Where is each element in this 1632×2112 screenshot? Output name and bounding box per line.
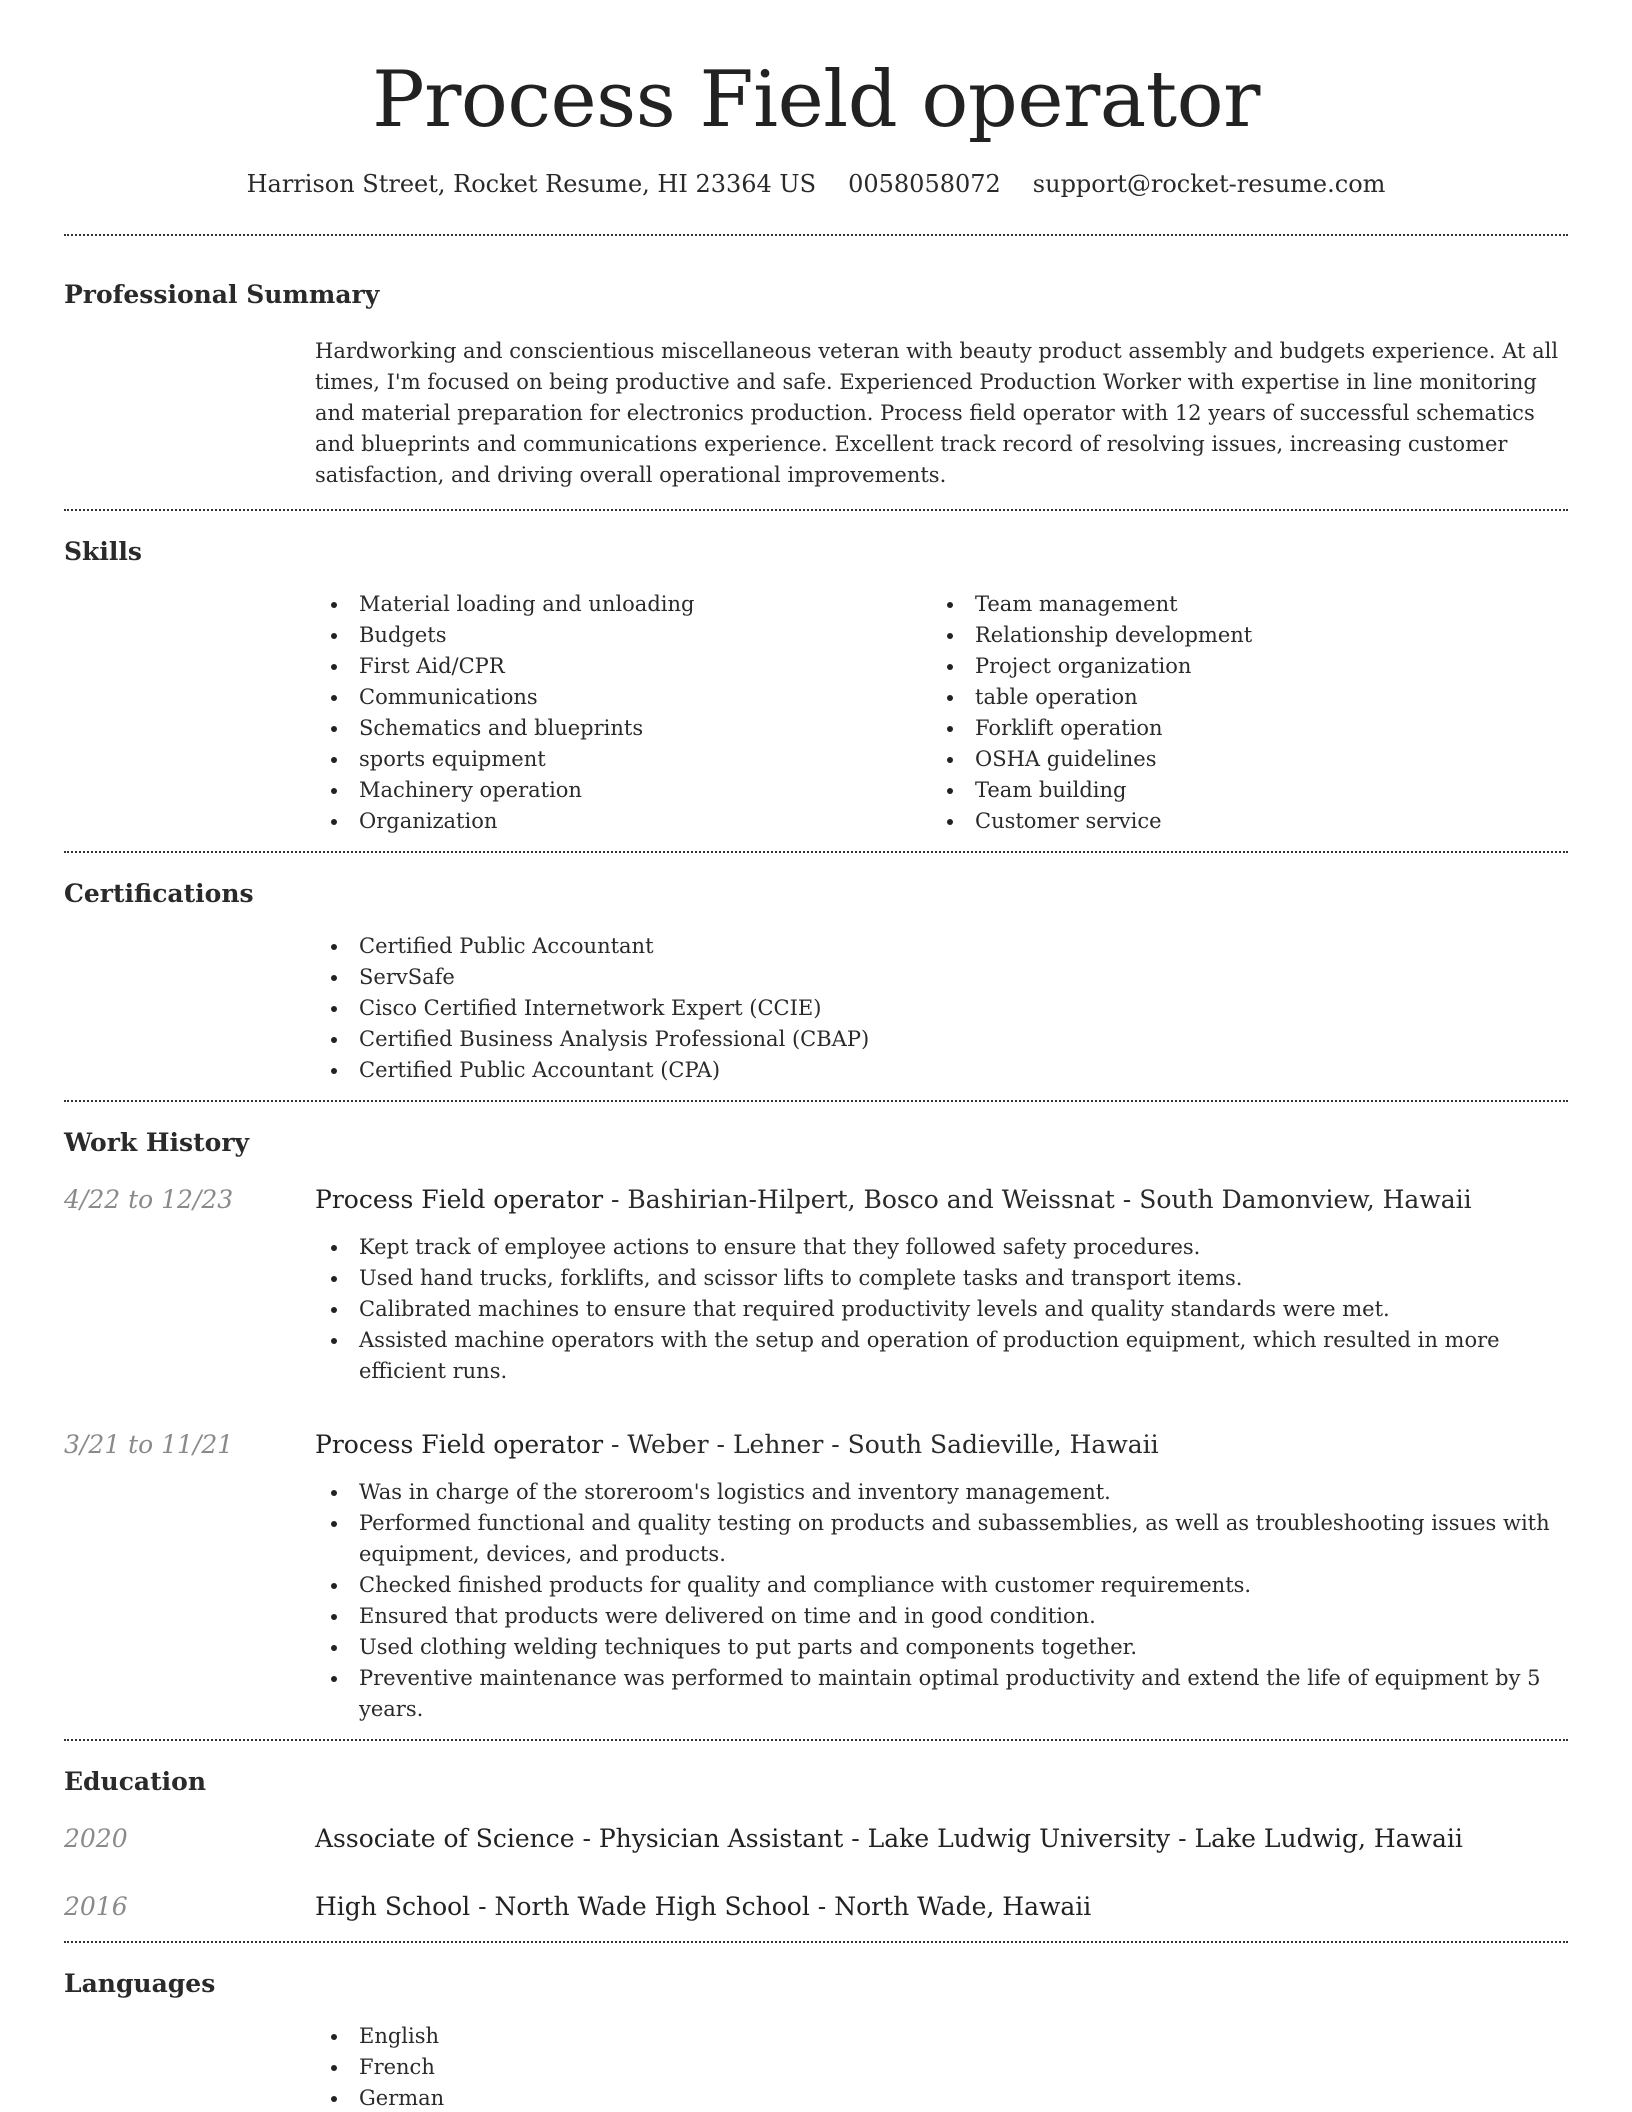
languages-list (315, 2021, 1568, 2112)
certification-item: Certified Public Accountant (CPA) (315, 1055, 1568, 1086)
divider (64, 509, 1568, 511)
skill-item: Team building (931, 775, 1547, 806)
education-entry (64, 1887, 1568, 1941)
certifications-list (315, 931, 1568, 1100)
job-employer: - Bashirian-Hilpert, Bosco and Weissnat - South Damonview, Hawaii (603, 1185, 1472, 1214)
job-bullet: Calibrated machines to ensure that required productivity levels and quality standards were met. (315, 1294, 1568, 1325)
languages-section (64, 1967, 1568, 2112)
skill-item: Schematics and blueprints (315, 713, 931, 744)
job-bullet: Used hand trucks, forklifts, and scissor lifts to complete tasks and transport items. (315, 1263, 1568, 1294)
language-item: French (315, 2052, 1568, 2083)
section-title: Professional Summary (64, 280, 380, 309)
skills-list-right (931, 589, 1547, 837)
job-employer: - Weber - Lehner - South Sadieville, Hawaii (603, 1430, 1159, 1459)
job-role: Process Field operator (315, 1185, 604, 1214)
skill-item: OSHA guidelines (931, 744, 1547, 775)
job-bullet: Performed functional and quality testing on products and subassemblies, as well as troubleshooting issues with equipment, devices, and products. (315, 1508, 1568, 1570)
section-title: Languages (64, 1969, 216, 1998)
skill-item: Project organization (931, 651, 1547, 682)
skill-item: Machinery operation (315, 775, 931, 806)
job-bullet: Ensured that products were delivered on time and in good condition. (315, 1601, 1568, 1632)
skill-item: Organization (315, 806, 931, 837)
education-title (315, 1887, 1091, 1927)
job-role: Process Field operator (315, 1430, 604, 1459)
skill-item: Material loading and unloading (315, 589, 931, 620)
job-bullet: Was in charge of the storeroom's logistics and inventory management. (315, 1477, 1568, 1508)
resume-header (64, 0, 1568, 236)
skill-item: Customer service (931, 806, 1547, 837)
skill-item: Forklift operation (931, 713, 1547, 744)
job-entry (64, 1425, 1568, 1739)
skill-item: table operation (931, 682, 1547, 713)
skill-item: sports equipment (315, 744, 931, 775)
divider (64, 1100, 1568, 1102)
language-item: English (315, 2021, 1568, 2052)
divider (64, 1941, 1568, 1943)
certification-item: Cisco Certified Internetwork Expert (CCIE) (315, 993, 1568, 1024)
section-title: Skills (64, 537, 142, 566)
summary-section (64, 278, 1568, 511)
education-degree: High School (315, 1892, 471, 1921)
education-year: 2020 (64, 1824, 128, 1853)
certifications-section (64, 877, 1568, 1102)
job-bullet: Used clothing welding techniques to put parts and components together. (315, 1632, 1568, 1663)
job-bullet: Assisted machine operators with the setup and operation of production equipment, which resulted in more efficient runs. (315, 1325, 1568, 1387)
education-school: - Lake Ludwig University - Lake Ludwig, Hawaii (843, 1824, 1463, 1853)
summary-text: Hardworking and conscientious miscellaneous veteran with beauty product assembly and budgets experience. At all times, I'm focused on being productive and safe. Experienced Production Worker with expertise in line monitoring and material preparation for electronics production. Process field operator with 12 years of successful schematics and blueprints and communications experience. Excellent track record of resolving issues, increasing customer satisfaction, and driving overall operational improvements. (315, 339, 1559, 487)
skills-section (64, 535, 1568, 853)
email: support@rocket-resume.com (1032, 170, 1386, 198)
skill-item: Team management (931, 589, 1547, 620)
education-title (315, 1819, 1463, 1859)
divider (64, 1739, 1568, 1741)
address: Harrison Street, Rocket Resume, HI 23364 US (246, 170, 817, 198)
job-entry (64, 1180, 1568, 1387)
language-item: German (315, 2083, 1568, 2112)
job-bullets (315, 1477, 1568, 1725)
certification-item: Certified Public Accountant (315, 931, 1568, 962)
certification-item: ServSafe (315, 962, 1568, 993)
education-section (64, 1765, 1568, 1943)
certification-item: Certified Business Analysis Professional (CBAP) (315, 1024, 1568, 1055)
job-title (315, 1180, 1568, 1220)
contact-line (64, 168, 1568, 200)
job-bullet: Preventive maintenance was performed to maintain optimal productivity and extend the life of equipment by 5 years. (315, 1663, 1568, 1725)
job-dates: 3/21 to 11/21 (64, 1430, 234, 1459)
job-bullet: Checked finished products for quality and compliance with customer requirements. (315, 1570, 1568, 1601)
education-school: - North Wade High School - North Wade, Hawaii (470, 1892, 1092, 1921)
skills-list-left (315, 589, 931, 837)
education-degree: Associate of Science - Physician Assistant (315, 1824, 844, 1853)
education-year: 2016 (64, 1892, 128, 1921)
work-history-section (64, 1126, 1568, 1741)
skill-item: Budgets (315, 620, 931, 651)
candidate-name: Process Field operator (372, 55, 1260, 145)
job-dates: 4/22 to 12/23 (64, 1185, 234, 1214)
skill-item: Relationship development (931, 620, 1547, 651)
divider (64, 851, 1568, 853)
education-entry (64, 1819, 1568, 1859)
phone: 0058058072 (848, 170, 1001, 198)
section-title: Education (64, 1767, 207, 1796)
skill-item: Communications (315, 682, 931, 713)
job-bullet: Kept track of employee actions to ensure that they followed safety procedures. (315, 1232, 1568, 1263)
section-title: Certifications (64, 879, 254, 908)
section-title: Work History (64, 1128, 250, 1157)
skills-grid (315, 589, 1568, 851)
job-bullets (315, 1232, 1568, 1387)
skill-item: First Aid/CPR (315, 651, 931, 682)
divider (64, 234, 1568, 236)
job-title (315, 1425, 1568, 1465)
